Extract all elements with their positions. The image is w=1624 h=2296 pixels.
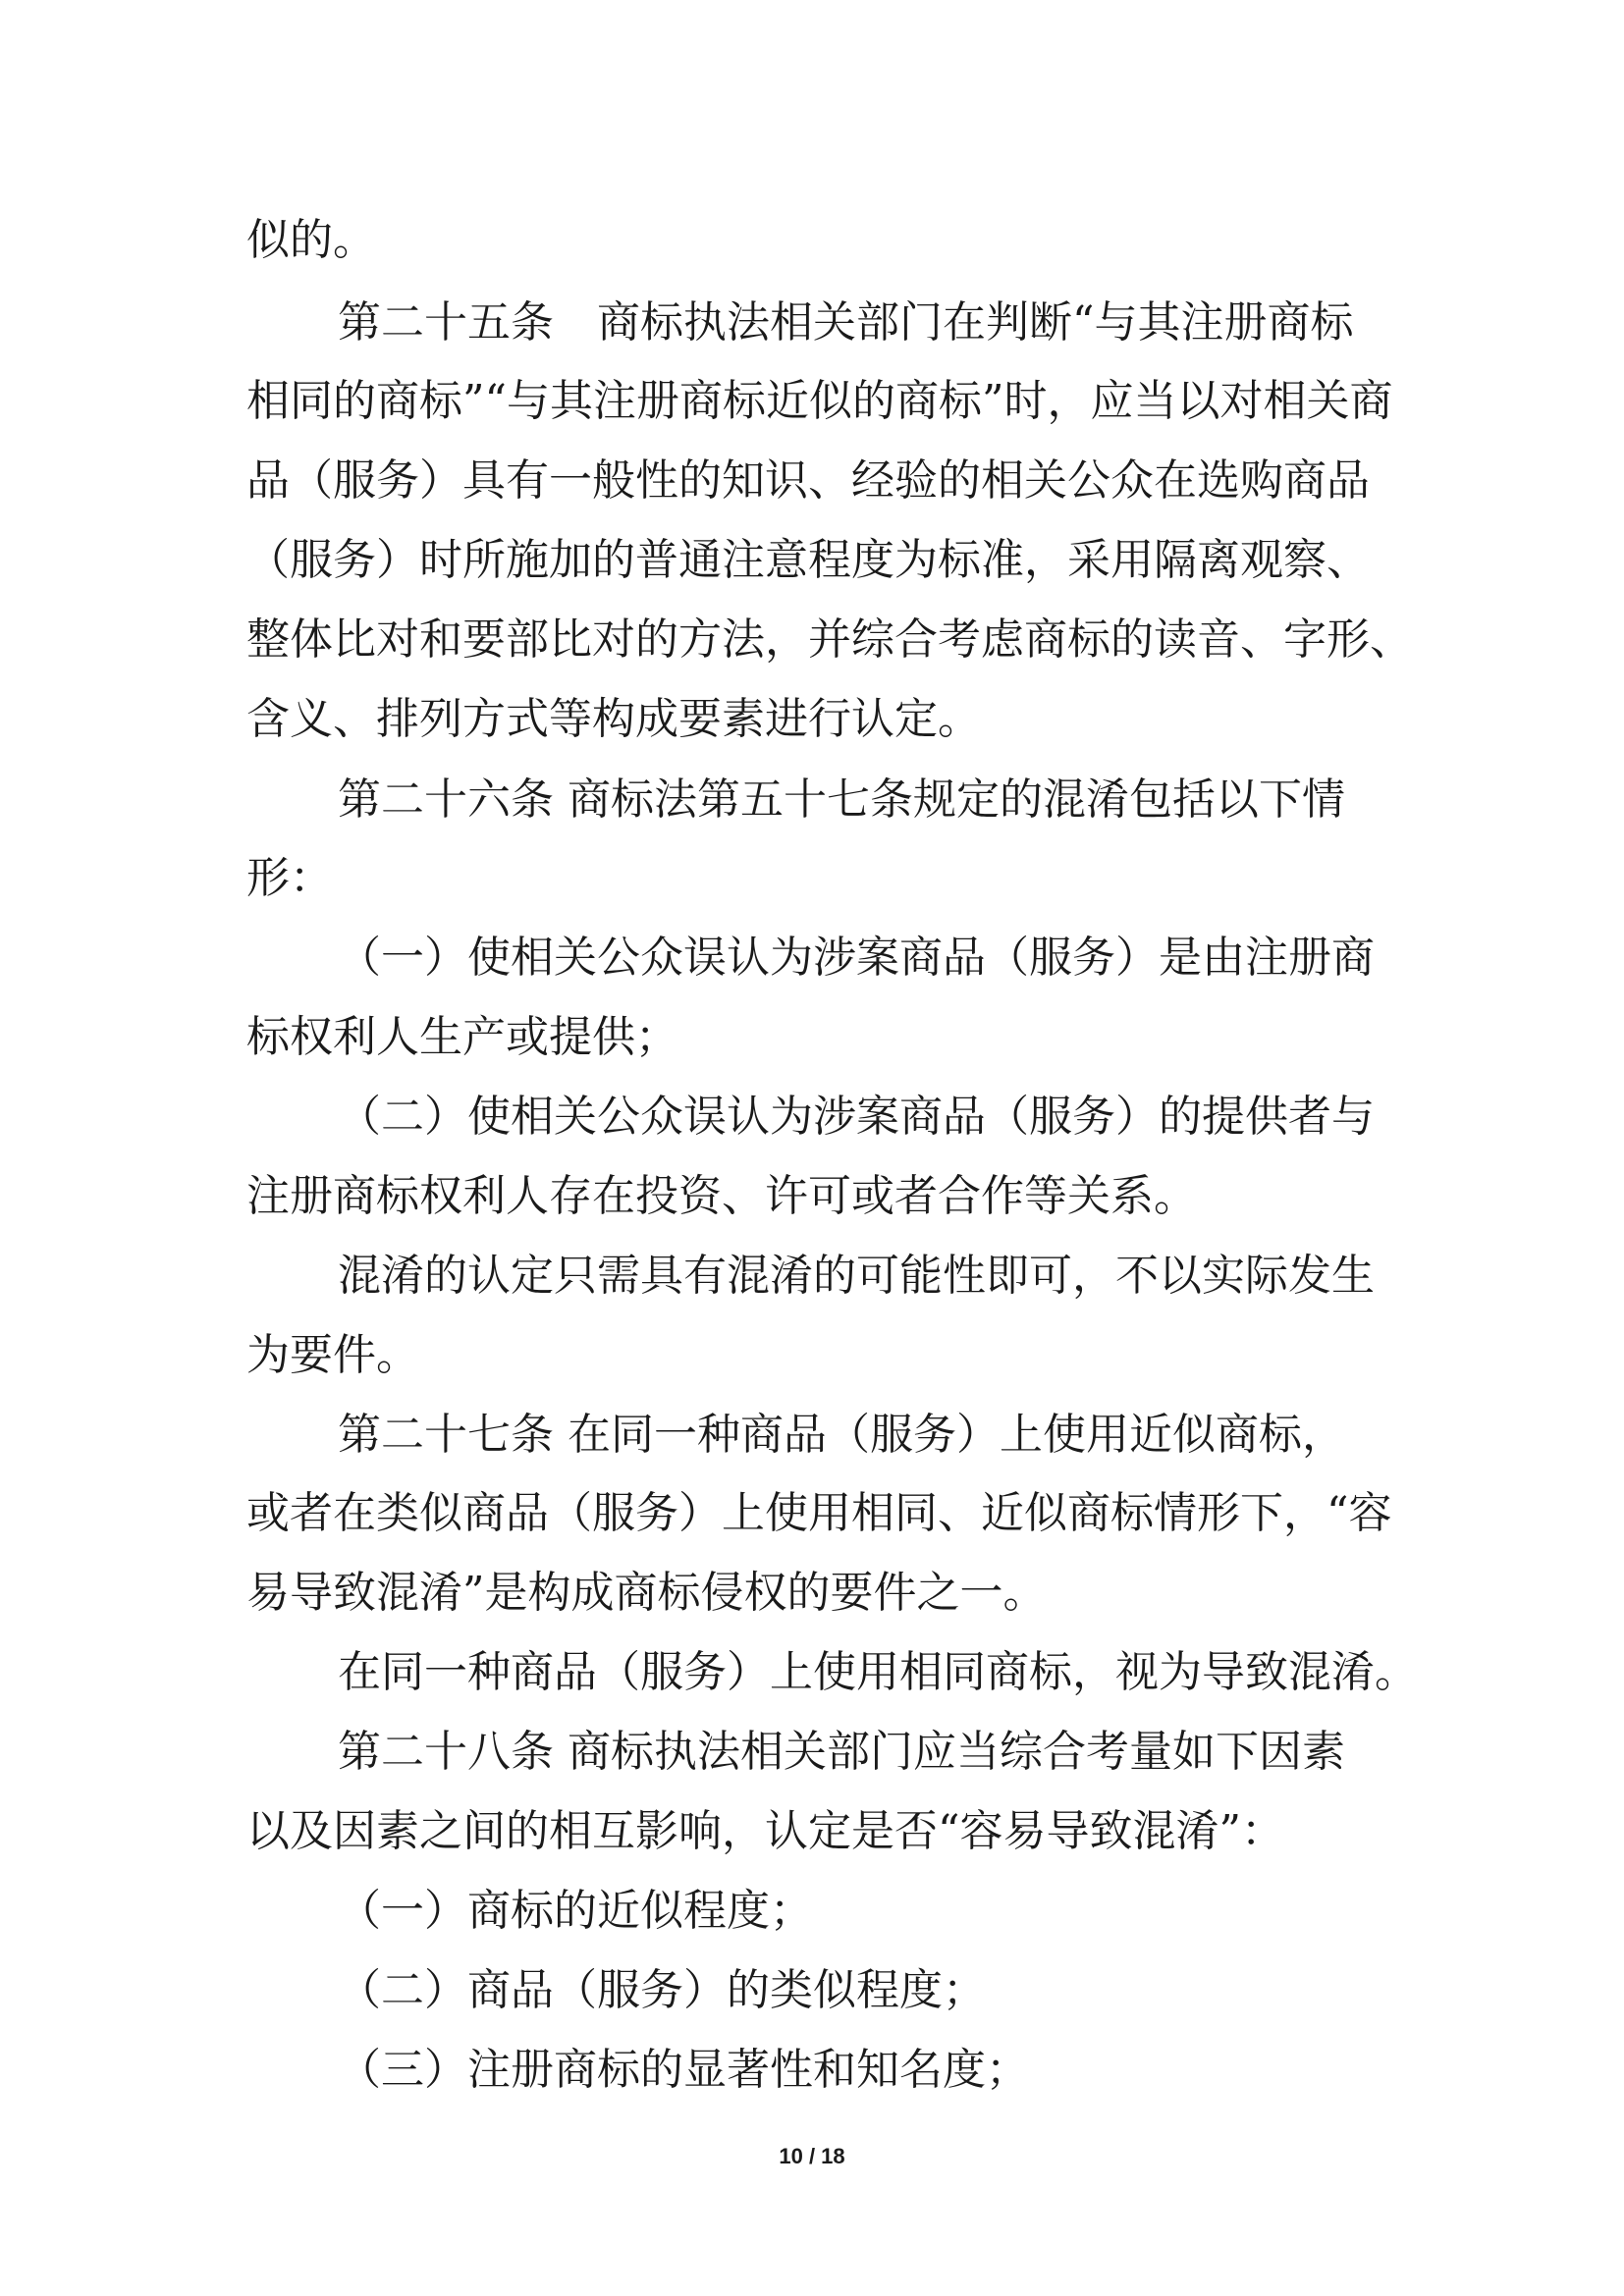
text-line-9: 形： — [246, 853, 333, 903]
text-line-15: 为要件。 — [246, 1330, 419, 1380]
text-line-21: 以及因素之间的相互影响，认定是否“容易导致混淆”： — [246, 1806, 1284, 1856]
page-number: 10 / 18 — [779, 2144, 845, 2168]
text-line-5: （服务）时所施加的普通注意程度为标准，采用隔离观察、 — [246, 535, 1370, 585]
text-line-3: 相同的商标”“与其注册商标近似的商标”时，应当以对相关商 — [246, 376, 1393, 426]
text-line-11: 标权利人生产或提供； — [246, 1012, 678, 1062]
text-line-19: 在同一种商品（服务）上使用相同商标，视为导致混淆。 — [338, 1647, 1418, 1697]
text-line-4: 品（服务）具有一般性的知识、经验的相关公众在选购商品 — [246, 455, 1370, 506]
text-line-18: 易导致混淆”是构成商标侵权的要件之一。 — [246, 1568, 1047, 1618]
text-line-22: （一）商标的近似程度； — [338, 1886, 813, 1936]
text-line-12: （二）使相关公众误认为涉案商品（服务）的提供者与 — [338, 1092, 1375, 1142]
text-line-2: 第二十五条 商标执法相关部门在判断“与其注册商标 — [338, 297, 1354, 347]
text-line-8: 第二十六条 商标法第五十七条规定的混淆包括以下情 — [338, 774, 1345, 825]
text-line-10: （一）使相关公众误认为涉案商品（服务）是由注册商 — [338, 933, 1375, 983]
text-line-24: （三）注册商标的显著性和知名度； — [338, 2045, 1029, 2095]
text-line-17: 或者在类似商品（服务）上使用相同、近似商标情形下，“容 — [246, 1488, 1392, 1538]
text-line-23: （二）商品（服务）的类似程度； — [338, 1965, 986, 2015]
text-line-16: 第二十七条 在同一种商品（服务）上使用近似商标， — [338, 1410, 1345, 1460]
text-line-6: 整体比对和要部比对的方法，并综合考虑商标的读音、字形、 — [246, 614, 1413, 665]
text-line-14: 混淆的认定只需具有混淆的可能性即可，不以实际发生 — [338, 1251, 1375, 1301]
text-line-20: 第二十八条 商标执法相关部门应当综合考量如下因素 — [338, 1727, 1345, 1777]
text-line-7: 含义、排列方式等构成要素进行认定。 — [246, 694, 981, 744]
text-line-13: 注册商标权利人存在投资、许可或者合作等关系。 — [246, 1171, 1197, 1221]
text-line-1: 似的。 — [246, 215, 376, 265]
